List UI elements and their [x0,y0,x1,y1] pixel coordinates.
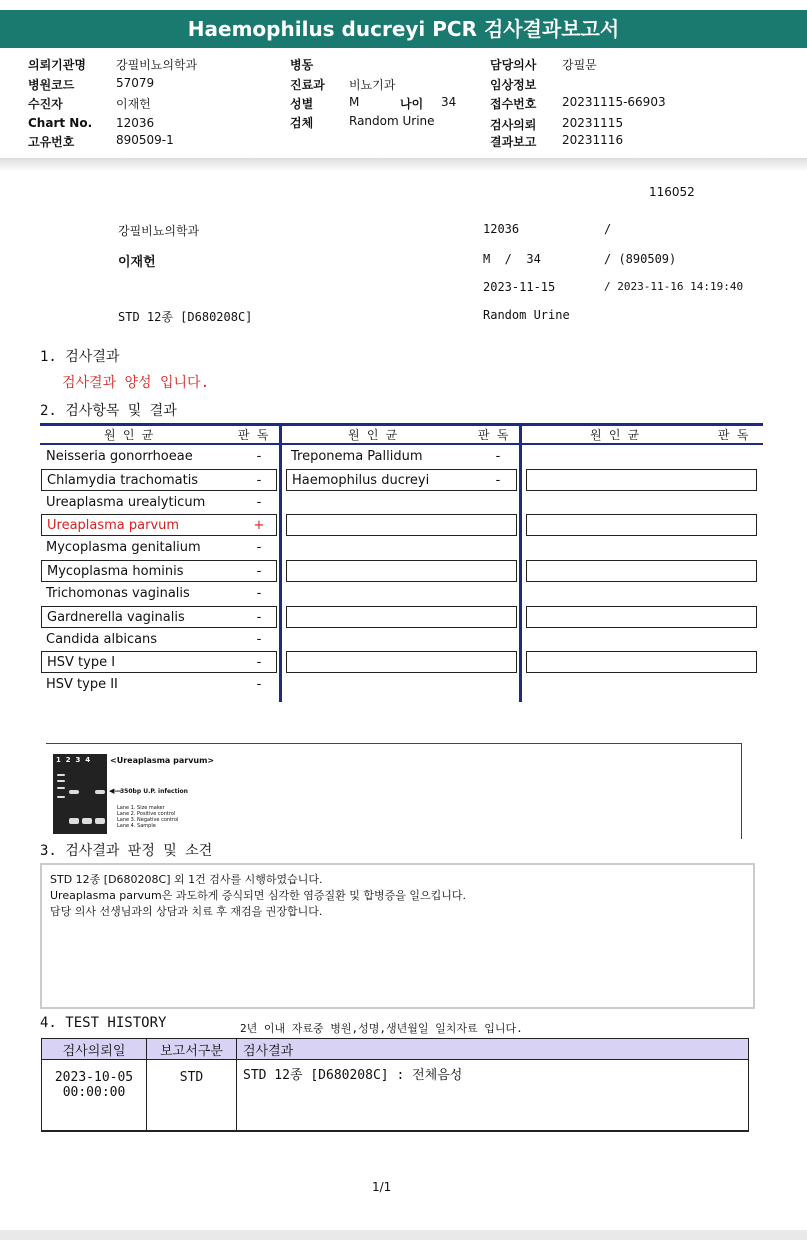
empty-result-box [286,651,517,673]
results-grid-divider-1 [279,423,282,702]
request-date-label: 검사의뢰 [490,118,537,132]
col3-pathogen-header: 원 인 균 [590,428,640,442]
result-row [286,446,517,468]
results-grid-divider-2 [519,423,522,702]
pathogen-name: Chlamydia trachomatis [47,473,199,488]
pathogen-result: - [495,473,501,488]
patient-value: 이재헌 [116,97,151,111]
pathogen-result: - [256,495,262,510]
section4-title: 4. TEST HISTORY [40,1015,167,1031]
opinion-line: STD 12종 [D680208C] 외 1건 검사를 시행하였습니다. [50,873,323,886]
col1-judgement-header: 판 독 [238,428,269,442]
report-test-name: STD 12종 [D680208C] [118,310,253,324]
pathogen-name: Mycoplasma hominis [47,564,184,579]
gel-band [95,790,105,794]
gel-lane-desc: Lane 1. Size maker [117,805,165,811]
clinic-label: 의뢰기관명 [28,58,86,72]
ward-label: 병동 [290,58,314,72]
history-col-type: 보고서구분 [147,1039,237,1060]
empty-result-box [286,560,517,582]
receipt-no-value: 20231115-66903 [562,95,666,109]
pathogen-name: Mycoplasma genitalium [46,540,201,555]
age-value: 34 [441,95,457,109]
col3-judgement-header: 판 독 [718,428,749,442]
report-title: Haemophilus ducreyi PCR 검사결과보고서 [0,10,807,48]
result-row [41,537,277,559]
result-row [41,446,277,468]
pathogen-name: HSV type I [47,655,116,670]
result-row-positive [41,514,277,536]
gel-band [95,818,105,824]
section3-title: 3. 검사결과 판정 및 소견 [40,843,213,859]
opinion-box [40,863,755,1009]
pathogen-name: Ureaplasma urealyticum [46,495,206,510]
results-grid-header-line [40,443,763,445]
history-result: STD 12종 [D680208C] : 전체음성 [237,1060,749,1132]
unique-no-label: 고유번호 [28,135,75,149]
gel-band [57,780,65,782]
pathogen-result: - [256,564,262,579]
specimen-value: Random Urine [349,114,435,128]
report-birth: / (890509) [604,252,677,266]
report-date-label: 결과보고 [490,135,537,149]
report-datetime: / 2023-11-16 14:19:40 [604,280,744,293]
report-slash: / [604,222,612,236]
empty-result-box [286,606,517,628]
pathogen-result: - [256,632,262,647]
col1-pathogen-header: 원 인 균 [104,428,154,442]
empty-result-box [526,606,757,628]
department-value: 비뇨기과 [349,78,396,92]
report-sex-age: M / 34 [483,252,541,266]
pathogen-name: Treponema Pallidum [291,449,423,464]
empty-result-box [286,514,517,536]
result-row [41,629,277,651]
report-patient: 이재헌 [118,255,156,270]
doctor-label: 담당의사 [490,58,537,72]
unique-no-value: 890509-1 [116,133,174,147]
department-label: 진료과 [290,78,325,92]
pathogen-result: - [256,610,262,625]
gel-lane-desc: Lane 4. Sample [117,823,156,829]
gel-image [53,754,107,834]
patient-label: 수진자 [28,97,63,111]
report-date-value: 20231116 [562,133,624,147]
pathogen-name: Ureaplasma parvum [47,518,180,533]
col2-judgement-header: 판 독 [478,428,509,442]
sex-value: M [349,95,360,109]
chart-no-label: Chart No. [28,116,93,130]
age-label: 나이 [400,97,424,111]
report-code: 116052 [649,185,695,199]
gel-lane-desc: Lane 2. Positive control [117,811,176,817]
history-col-date: 검사의뢰일 [42,1039,147,1060]
clinical-info-label: 임상정보 [490,78,537,92]
result-row [41,492,277,514]
empty-result-box [526,469,757,491]
pathogen-result: - [495,449,501,464]
pathogen-name: Neisseria gonorrhoeae [46,449,193,464]
header-separator [0,158,807,172]
gel-band [57,774,65,776]
sex-label: 성별 [290,97,314,111]
pathogen-result: - [256,540,262,555]
history-date-cell [42,1060,147,1132]
specimen-label: 검체 [290,116,314,130]
history-note: 2년 이내 자료중 병원,성명,생년월일 일치자료 입니다. [240,1022,523,1035]
pathogen-result: - [256,586,262,601]
report-receipt-date: 2023-11-15 [483,280,556,294]
gel-band [82,818,92,824]
result-row [286,469,517,491]
gel-band [69,790,79,794]
pathogen-name: Trichomonas vaginalis [46,586,190,601]
result-row [41,651,277,673]
empty-result-box [526,560,757,582]
gel-band [57,787,65,789]
clinic-value: 강필비뇨의학과 [116,58,198,72]
empty-result-box [526,651,757,673]
hospital-code-label: 병원코드 [28,78,75,92]
request-date-value: 20231115 [562,116,624,130]
pathogen-result: - [256,677,262,692]
gel-band [69,818,79,824]
result-row [41,469,277,491]
pathogen-name: Candida albicans [46,632,158,647]
report-chart-no: 12036 [483,222,520,236]
pathogen-result: - [256,449,262,464]
history-table [41,1038,749,1132]
history-col-result: 검사결과 [237,1039,749,1060]
receipt-no-label: 접수번호 [490,97,537,111]
opinion-line: Ureaplasma parvum은 과도하게 증식되면 심각한 염증질환 및 합병증을 일으킵니다. [50,889,466,902]
pathogen-name: Gardnerella vaginalis [47,610,185,625]
history-row [42,1060,749,1132]
doctor-value: 강필문 [562,58,597,72]
gel-arrow-icon: ◀— [109,787,122,795]
result-row [41,674,277,696]
section1-title: 1. 검사결과 [40,349,120,365]
gel-title: <Ureaplasma parvum> [110,756,215,765]
result-row [41,560,277,582]
pathogen-name: HSV type II [46,677,118,692]
gel-lane-desc: Lane 3. Negative control [117,817,179,823]
pathogen-result: - [256,473,262,488]
history-type: STD [147,1060,237,1132]
empty-result-box [526,514,757,536]
pathogen-result: + [253,518,265,533]
result-row [41,606,277,628]
gel-band [57,796,65,798]
positive-result: 검사결과 양성 입니다. [62,375,210,391]
gel-marker-label: 350bp U.P. infection [120,788,188,795]
opinion-line: 담당 의사 선생님과의 상담과 치료 후 재검을 권장합니다. [50,905,323,918]
col2-pathogen-header: 원 인 균 [348,428,398,442]
gel-lane-numbers: 1 2 3 4 [56,756,91,764]
report-specimen: Random Urine [483,308,570,322]
history-date: 2023-10-05 [54,1070,134,1085]
history-header-row [42,1039,749,1060]
report-clinic: 강필비뇨의학과 [118,224,200,238]
section2-title: 2. 검사항목 및 결과 [40,403,177,419]
result-row [41,583,277,605]
page-number: 1/1 [372,1180,392,1194]
pathogen-name: Haemophilus ducreyi [292,473,430,488]
chart-no-value: 12036 [116,116,155,130]
history-time: 00:00:00 [62,1085,126,1100]
pathogen-result: - [256,655,262,670]
hospital-code-value: 57079 [116,76,155,90]
